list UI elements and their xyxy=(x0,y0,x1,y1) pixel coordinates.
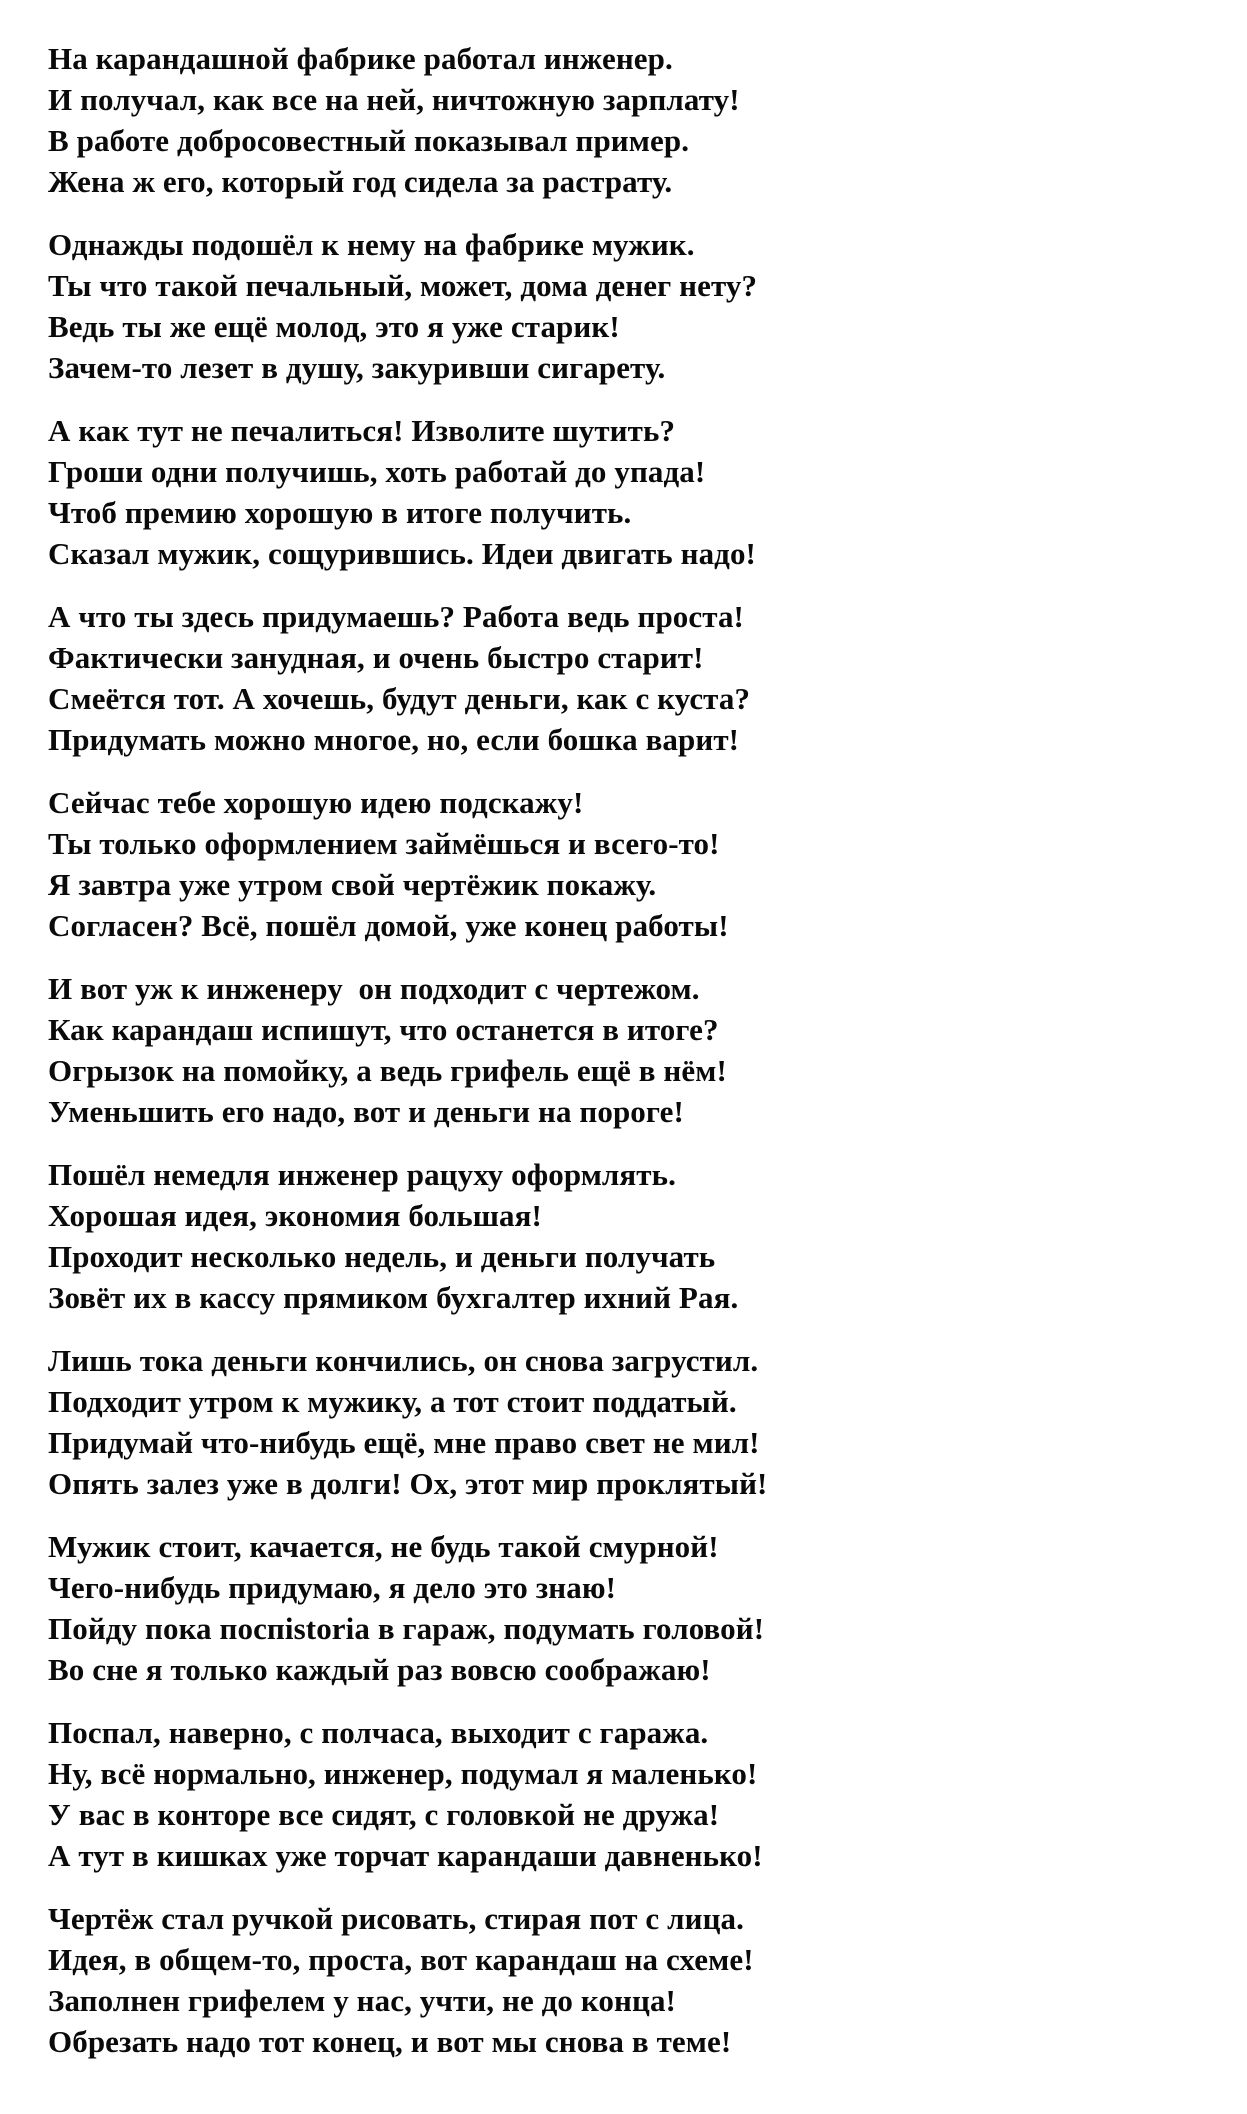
poem-line: Я завтра уже утром свой чертёжик покажу. xyxy=(48,867,657,902)
poem-line: Пошёл немедля инженер рацуху оформлять. xyxy=(48,1157,676,1192)
poem-line: Смеётся тот. А хочешь, будут деньги, как с куста? xyxy=(48,681,751,716)
poem-line: Подходит утром к мужику, а тот стоит поддатый. xyxy=(48,1384,737,1419)
stanza xyxy=(48,224,1199,388)
poem-line: Ты только оформлением займёшься и всего-то! xyxy=(48,826,720,861)
poem-line: Опять залез уже в долги! Ох, этот мир проклятый! xyxy=(48,1466,768,1501)
poem-line: Согласен? Всё, пошёл домой, уже конец работы! xyxy=(48,908,729,943)
poem-line: Чтоб премию хорошую в итоге получить. xyxy=(48,495,632,530)
poem-line: Заполнен грифелем у нас, учти, не до конца! xyxy=(48,1983,676,2018)
stanza xyxy=(48,596,1199,760)
poem-line: Сейчас тебе хорошую идею подскажу! xyxy=(48,785,584,820)
poem-line: Во сне я только каждый раз вовсю соображаю! xyxy=(48,1652,711,1687)
stanza xyxy=(48,410,1199,574)
poem-line: Придумай что-нибудь ещё, мне право свет не мил! xyxy=(48,1425,760,1460)
poem-line: Идея, в общем-то, проста, вот карандаш на схеме! xyxy=(48,1942,754,1977)
poem-line: Чего-нибудь придумаю, я дело это знаю! xyxy=(48,1570,617,1605)
stanza xyxy=(48,1340,1199,1504)
poem-line: Как карандаш испишут, что останется в итоге? xyxy=(48,1012,719,1047)
poem-line: Однажды подошёл к нему на фабрике мужик. xyxy=(48,227,695,262)
stanza xyxy=(48,968,1199,1132)
poem-line: И получал, как все на ней, ничтожную зарплату! xyxy=(48,82,740,117)
poem-line: Огрызок на помойку, а ведь грифель ещё в нём! xyxy=(48,1053,727,1088)
poem-line: Зовёт их в кассу прямиком бухгалтер ихний Рая. xyxy=(48,1280,739,1315)
poem-line: Проходит несколько недель, и деньги получать xyxy=(48,1239,716,1274)
poem-line: Ты что такой печальный, может, дома денег нету? xyxy=(48,268,758,303)
poem-line: Поспал, наверно, с полчаса, выходит с гаража. xyxy=(48,1715,709,1750)
poem-line: В работе добросовестный показывал пример. xyxy=(48,123,690,158)
poem-line: Лишь тока деньги кончились, он снова загрустил. xyxy=(48,1343,759,1378)
poem-line: Гроши одни получишь, хоть работай до упада! xyxy=(48,454,706,489)
poem-line: Придумать можно многое, но, если бошка варит! xyxy=(48,722,740,757)
poem-line: А как тут не печалиться! Изволите шутить? xyxy=(48,413,676,448)
poem-line: Пойду пока поспistoria в гараж, подумать головой! xyxy=(48,1611,765,1646)
poem-line: Мужик стоит, качается, не будь такой смурной! xyxy=(48,1529,719,1564)
poem-line: Жена ж его, который год сидела за растрату. xyxy=(48,164,673,199)
poem-line: А что ты здесь придумаешь? Работа ведь проста! xyxy=(48,599,744,634)
poem-line: А тут в кишках уже торчат карандаши давненько! xyxy=(48,1838,763,1873)
stanza xyxy=(48,782,1199,946)
poem-line: Зачем-то лезет в душу, закуривши сигарету. xyxy=(48,350,666,385)
poem-line: У вас в конторе все сидят, с головкой не дружа! xyxy=(48,1797,720,1832)
stanza xyxy=(48,1712,1199,1876)
poem-line: Фактически занудная, и очень быстро старит! xyxy=(48,640,704,675)
poem-line: Уменьшить его надо, вот и деньги на пороге! xyxy=(48,1094,684,1129)
stanza xyxy=(48,38,1199,202)
poem-line: На карандашной фабрике работал инженер. xyxy=(48,41,673,76)
stanza xyxy=(48,1526,1199,1690)
stanza xyxy=(48,1898,1199,2062)
poem-line: Обрезать надо тот конец, и вот мы снова в теме! xyxy=(48,2024,732,2059)
poem-line: И вот уж к инженеру он подходит с чертежом. xyxy=(48,971,700,1006)
poem-line: Ну, всё нормально, инженер, подумал я маленько! xyxy=(48,1756,758,1791)
poem-line: Чертёж стал ручкой рисовать, стирая пот с лица. xyxy=(48,1901,744,1936)
poem-line: Сказал мужик, сощурившись. Идеи двигать надо! xyxy=(48,536,756,571)
poem-line: Хорошая идея, экономия большая! xyxy=(48,1198,542,1233)
poem-line: Ведь ты же ещё молод, это я уже старик! xyxy=(48,309,620,344)
stanza xyxy=(48,1154,1199,1318)
